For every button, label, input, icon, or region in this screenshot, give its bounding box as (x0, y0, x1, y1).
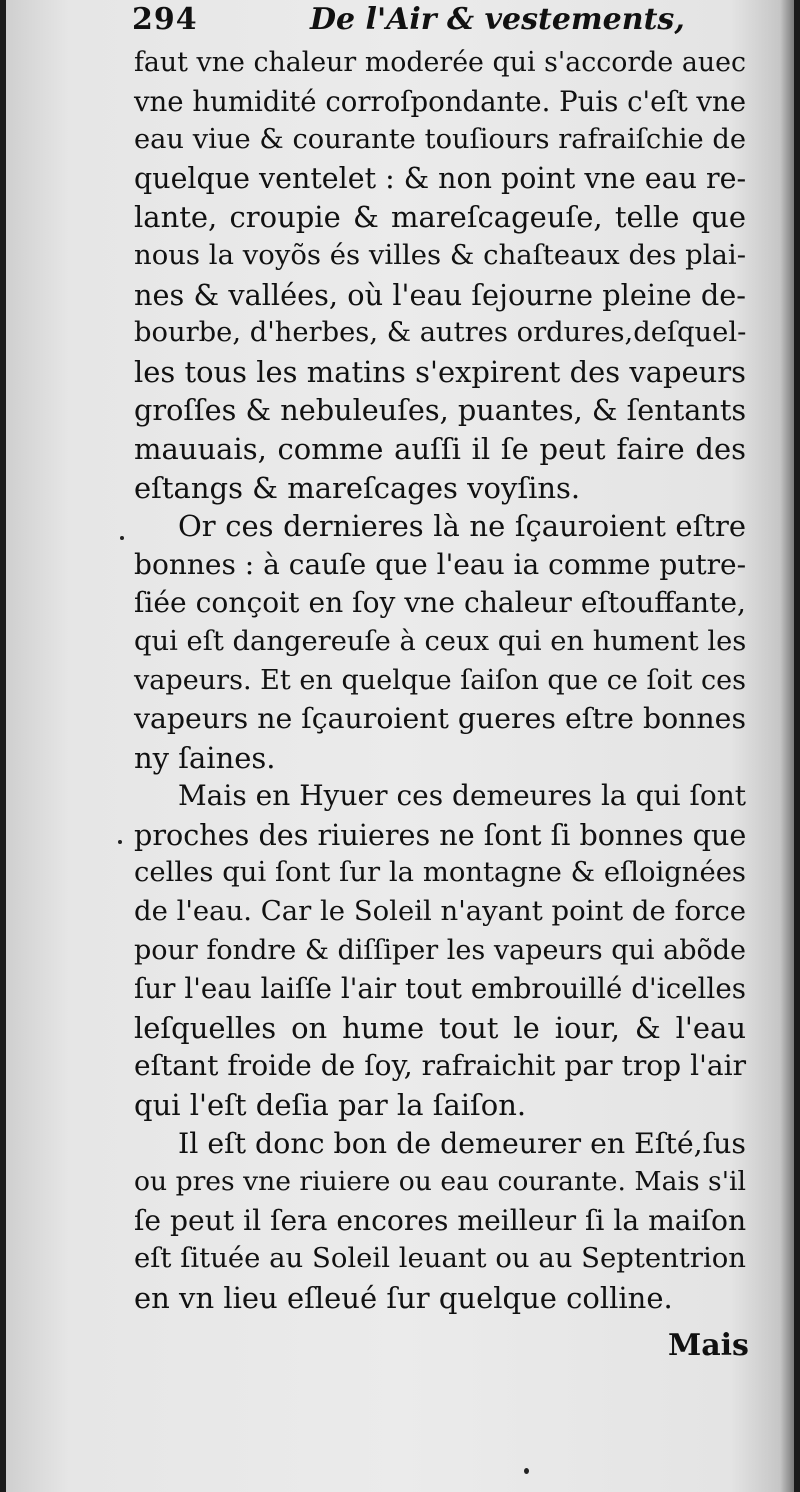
text-line: eſtant froide de ſoy, rafraichit par trop l'air (134, 1049, 746, 1083)
text-line: bourbe, d'herbes, & autres ordures,deſquel- (134, 317, 747, 349)
ink-speck (118, 840, 122, 844)
running-head (132, 2, 685, 42)
text-line: vapeurs ne ſçauroient gueres eſtre bonnes (134, 702, 746, 736)
text-line: lante, croupie & mareſcageuſe, telle que (134, 200, 746, 235)
text-line: Il eſt donc bon de demeurer en Eſté,ſus (178, 1126, 747, 1160)
text-line: mauuais, comme auſſi il ſe peut faire des (134, 431, 746, 466)
text-line: les tous les matins s'expirent des vapeurs (134, 354, 746, 389)
book-page (6, 0, 794, 1492)
text-line: ſiée conçoit en ſoy vne chaleur eſtouffante, (134, 586, 746, 620)
text-line: ou pres vne riuiere ou eau courante. Mais s'il (134, 1166, 746, 1198)
text-line: quelque ventelet : & non point vne eau re- (134, 161, 747, 195)
text-line: nous la voyõs és villes & chaſteaux des plai- (134, 239, 746, 271)
text-line: ſe peut il ſera encores meilleur ſi la maiſon (134, 1203, 747, 1237)
text-line: ny ſaines. (134, 740, 276, 775)
text-line: ſur l'eau laiſſe l'air tout embrouillé d'icelles (134, 972, 746, 1006)
text-line: eſt ſituée au Soleil leuant ou au Septentrion (134, 1243, 746, 1275)
page-number: 294 (132, 2, 198, 37)
text-line: vne humidité corroſpondante. Puis c'eſt vne (134, 85, 747, 118)
text-line: en vn lieu eſleué ſur quelque colline. (134, 1281, 673, 1315)
text-line: eſtangs & mareſcages voyſins. (134, 470, 581, 505)
text-line: eau viue & courante touſiours rafraiſchie de (134, 124, 746, 156)
running-title: De l'Air & vestements, (310, 2, 685, 37)
body-text (134, 44, 746, 1318)
text-line: qui l'eſt deſia par la ſaiſon. (134, 1088, 527, 1123)
text-line: proches des riuieres ne ſont ſi bonnes que (134, 817, 747, 852)
text-line: de l'eau. Car le Soleil n'ayant point de force (134, 896, 746, 928)
text-line: pour fondre & diſſiper les vapeurs qui abõde (134, 934, 746, 966)
text-line: groſſes & nebuleuſes, puantes, & ſentants (134, 393, 747, 428)
text-line: Or ces dernieres là ne ſçauroient eſtre (178, 509, 746, 544)
text-line: faut vne chaleur moderée qui s'accorde auec (134, 47, 746, 78)
text-line: leſquelles on hume tout le iour, & l'eau (134, 1010, 746, 1045)
text-line: bonnes : à cauſe que l'eau ia comme putre- (134, 547, 747, 581)
text-line: nes & vallées, où l'eau ſejourne pleine de- (134, 277, 746, 312)
text-line: qui eſt dangereuſe à ceux qui en hument les (134, 625, 747, 657)
text-line: celles qui ſont ſur la montagne & eſloignées (134, 857, 746, 889)
ink-speck (120, 536, 124, 540)
ink-speck (524, 1468, 529, 1474)
text-line: Mais en Hyuer ces demeures la qui ſont (178, 779, 746, 813)
text-line: vapeurs. Et en quelque ſaiſon que ce ſoit ces (134, 664, 746, 696)
catchword: Mais (668, 1328, 749, 1363)
